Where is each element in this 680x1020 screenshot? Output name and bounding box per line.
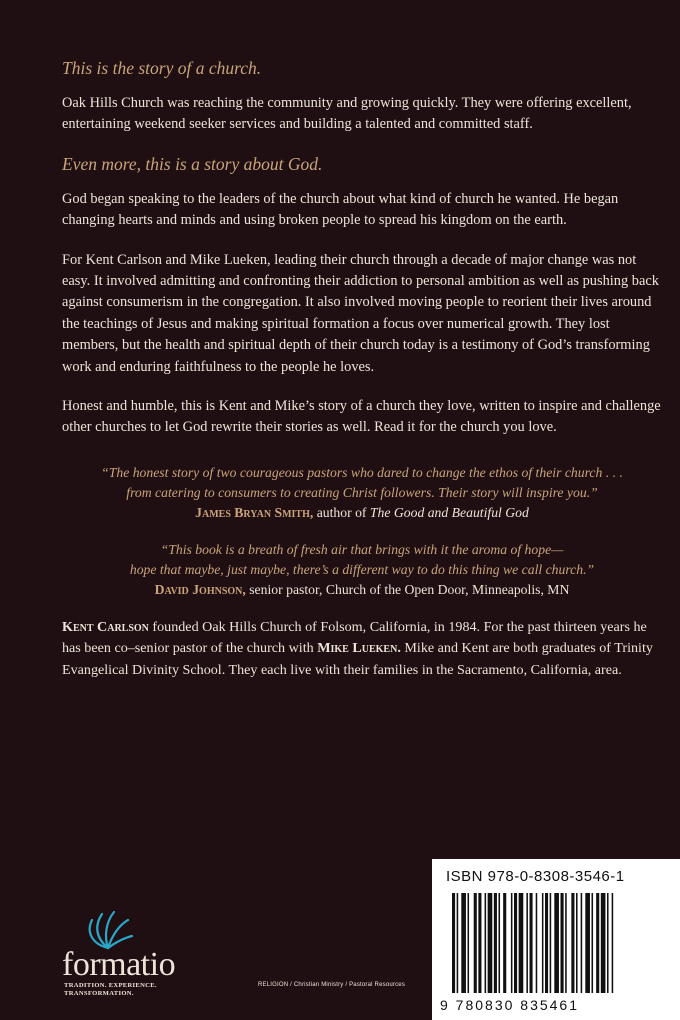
quote-2-line-2: hope that maybe, just maybe, there’s a different way to do this thing we call church.” bbox=[129, 561, 595, 577]
shell-icon bbox=[82, 908, 134, 950]
barcode-area bbox=[432, 859, 680, 1020]
paragraph-3: For Kent Carlson and Mike Lueken, leading their church through a decade of major change was not easy. It involved admitting and confronting their addiction to personal ambition as well as pushing back against consumerism in the congregation. It also involved moving people to reorient their lives around the teachings of Jesus and making spiritual formation a focus over numerical growth. They lost members, but the health and spiritual depth of their church today is a testimony of God’s transforming work and enduring faithfulness to the people he loves. bbox=[62, 251, 659, 375]
endorser-role: author of bbox=[313, 504, 370, 520]
quote-2-line-1: “This book is a breath of fresh air that brings with it the aroma of hope— bbox=[160, 541, 564, 557]
endorsement-1 bbox=[54, 463, 670, 523]
bio-text-2: Mike and Kent are both graduates of Trinity Evangelical Divinity School. They each live with their families in the Sacramento, California, area. bbox=[62, 640, 653, 678]
quote-1-attribution bbox=[54, 503, 670, 523]
category-label: RELIGION / Christian Ministry / Pastoral Resources bbox=[258, 982, 406, 988]
paragraph-2: God began speaking to the leaders of the church about what kind of church he wanted. He began changing hearts and minds and using broken people to spread his kingdom on the earth. bbox=[62, 190, 619, 229]
author-name-mike: Mike Lueken. bbox=[317, 640, 401, 657]
bio-text-1: founded Oak Hills Church of Folsom, California, in 1984. For the past thirteen years he has been co–senior pastor of the church with bbox=[62, 618, 647, 657]
author-name-kent: Kent Carlson bbox=[62, 618, 149, 635]
endorsement-2 bbox=[54, 540, 670, 600]
quote-1-line-1: “The honest story of two courageous pastors who dared to change the ethos of their church . . . bbox=[101, 464, 623, 480]
paragraph-4: Honest and humble, this is Kent and Mike’s story of a church they love, written to inspire and challenge other churches to let God rewrite their stories as well. Read it for the church you love. bbox=[62, 398, 661, 436]
isbn-text: ISBN 978-0-8308-3546-1 bbox=[446, 868, 625, 885]
paragraph-1: Oak Hills Church was reaching the community and growing quickly. They were offering excellent, entertaining weekend seeker services and building a talented and committed staff. bbox=[62, 95, 632, 133]
endorser-role: senior pastor, Church of the Open Door, Minneapolis, MN bbox=[245, 581, 570, 597]
endorser-book: The Good and Beautiful God bbox=[369, 504, 529, 520]
endorser-name: James Bryan Smith, bbox=[195, 504, 314, 520]
isbn-digits: 9 780830 835461 bbox=[440, 997, 579, 1013]
heading-god: Even more, this is a story about God. bbox=[62, 153, 323, 174]
publisher-logo bbox=[62, 908, 182, 998]
quote-1-line-2: from catering to consumers to creating Christ followers. Their story will inspire you.” bbox=[126, 484, 598, 500]
logo-wordmark: formatio bbox=[62, 946, 176, 983]
cover-text bbox=[62, 58, 662, 699]
barcode-icon bbox=[446, 893, 670, 1003]
logo-tagline: TRADITION. EXPERIENCE. TRANSFORMATION. bbox=[64, 982, 157, 997]
author-bio bbox=[62, 617, 662, 681]
endorser-name: David Johnson, bbox=[154, 581, 246, 597]
quote-2-attribution bbox=[54, 580, 670, 600]
heading-church: This is the story of a church. bbox=[62, 58, 262, 78]
